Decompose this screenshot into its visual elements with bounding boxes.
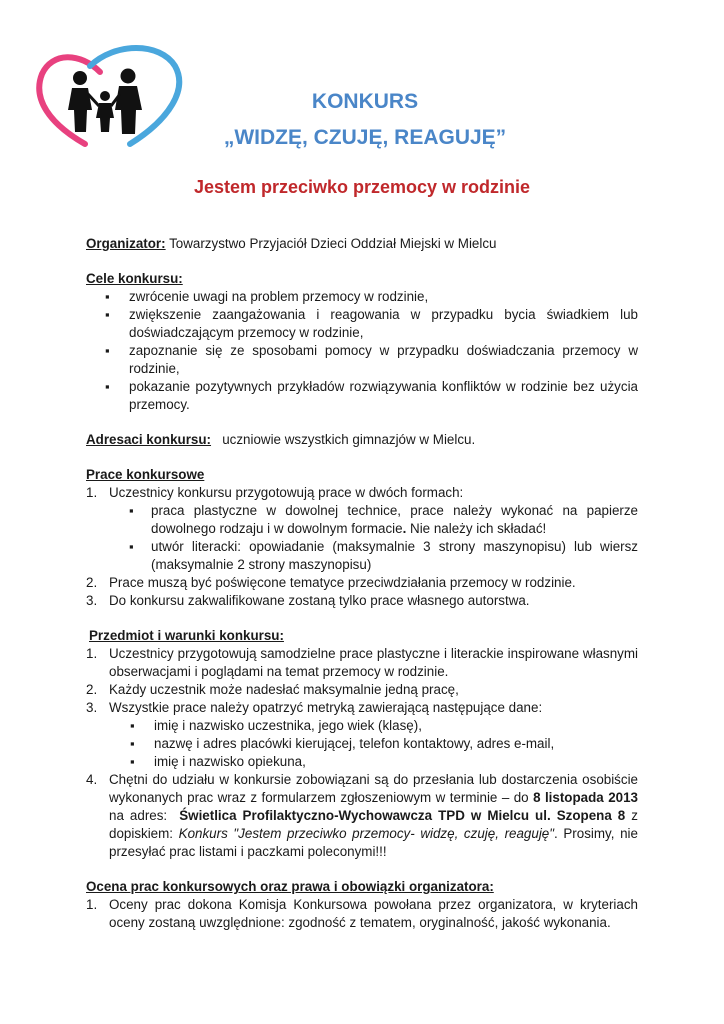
list-item xyxy=(86,574,638,592)
contest-name: „WIDZĘ, CZUJĘ, REAGUJĘ” xyxy=(223,126,507,149)
conditions-heading: Przedmiot i warunki konkursu: xyxy=(89,628,284,643)
envelope-note: Konkurs "Jestem przeciwko przemocy- widzę, czuję, reaguję" xyxy=(178,826,554,841)
evaluation-list xyxy=(86,896,638,932)
works-heading: Prace konkursowe xyxy=(86,467,205,482)
audience-value: uczniowie wszystkich gimnazjów w Mielcu. xyxy=(211,432,476,447)
list-item xyxy=(86,681,638,699)
list-item: ▪ zapoznanie się ze sposobami pomocy w przypadku doświadczania przemocy w rodzinie, xyxy=(86,342,638,378)
audience-label: Adresaci konkursu: xyxy=(86,432,212,447)
list-item xyxy=(86,699,638,771)
item-number: 3. xyxy=(86,700,98,715)
form-note: Nie należy ich składać! xyxy=(406,521,547,536)
list-item xyxy=(86,645,638,681)
list-item: ▪ pokazanie pozytywnych przykładów rozwiązywania konfliktów w rodzinie bez użycia przemocy. xyxy=(86,378,638,414)
form-dot: . xyxy=(402,521,407,536)
item-text: Oceny prac dokona Komisja Konkursowa powołana przez organizatora, w kryteriach oceny zostaną uwzględnione: zgodność z tematem, oryginalność, jakość wykonania. xyxy=(109,897,638,930)
item-text: Chętni do udziału w konkursie zobowiązani są do przesłania lub dostarczenia osobiście wykonanych prac wraz z formularzem zgłoszeniowym w terminie – do xyxy=(109,772,638,805)
item-text: Uczestnicy konkursu przygotowują prace w dwóch formach: xyxy=(109,485,464,500)
form-text: praca plastyczne w dowolnej technice, prace należy wykonać na papierze dowolnego rodzaju i w dowolnym formacie xyxy=(151,503,638,536)
organizer-line xyxy=(86,235,638,253)
item-number: 3. xyxy=(86,593,98,608)
item-text: Prace muszą być poświęcone tematyce przeciwdziałania przemocy w rodzinie. xyxy=(109,575,576,590)
item-number: 2. xyxy=(86,575,98,590)
list-item: ▪ imię i nazwisko opiekuna, xyxy=(86,753,638,771)
list-item xyxy=(86,771,642,861)
contest-subtitle: Jestem przeciwko przemocy w rodzinie xyxy=(193,177,531,197)
list-item: ▪ zwiększenie zaangażowania i reagowania w przypadku bycia świadkiem lub doświadczającym przemocy w rodzinie, xyxy=(86,306,638,342)
goals-heading: Cele konkursu: xyxy=(86,271,183,286)
list-item xyxy=(86,484,638,574)
list-item xyxy=(86,896,638,932)
list-item: ▪ zwrócenie uwagi na problem przemocy w rodzinie, xyxy=(86,288,638,306)
item-number: 4. xyxy=(86,772,98,787)
deadline-date: 8 listopada 2013 xyxy=(533,790,638,805)
item-text: Każdy uczestnik może nadesłać maksymalnie jedną pracę, xyxy=(109,682,459,697)
goals-list xyxy=(86,288,638,414)
item-text: na adres: xyxy=(109,790,642,823)
item-text: . Prosimy, nie przesyłać prac listami i paczkami poleconymi!!! xyxy=(109,826,638,859)
item-text: Uczestnicy przygotowują samodzielne prace plastyczne i literackie inspirowane własnymi obserwacjami i poglądami na temat przemocy w rodzinie. xyxy=(109,646,638,679)
item-number: 2. xyxy=(86,682,98,697)
item-number: 1. xyxy=(86,646,98,661)
list-item: ▪ utwór literacki: opowiadanie (maksymalnie 3 strony maszynopisu) lub wiersz (maksymalnie 2 strony maszynopisu) xyxy=(86,538,638,574)
item-text: Wszystkie prace należy opatrzyć metryką zawierającą następujące dane: xyxy=(109,700,543,715)
list-item: ▪ nazwę i adres placówki kierującej, telefon kontaktowy, adres e-mail, xyxy=(86,735,638,753)
list-item xyxy=(86,502,638,538)
item-text: z dopiskiem: xyxy=(109,808,638,841)
organizer-label: Organizator: xyxy=(86,236,166,251)
delivery-address: Świetlica Profilaktyczno-Wychowawcza TPD w Mielcu ul. Szopena 8 xyxy=(179,808,626,823)
metric-list xyxy=(86,717,638,771)
item-number: 1. xyxy=(86,897,98,912)
works-list xyxy=(86,484,638,610)
list-item: ▪ imię i nazwisko uczestnika, jego wiek (klasę), xyxy=(86,717,638,735)
item-text: Do konkursu zakwalifikowane zostaną tylko prace własnego autorstwa. xyxy=(109,593,530,608)
item-number: 1. xyxy=(86,485,98,500)
contest-title: KONKURS xyxy=(311,90,419,113)
list-item xyxy=(86,592,638,610)
conditions-list xyxy=(86,645,642,861)
audience-line xyxy=(86,431,638,449)
forms-list xyxy=(86,502,638,574)
organizer-value: Towarzystwo Przyjaciół Dzieci Oddział Miejski w Mielcu xyxy=(165,236,497,251)
document-body xyxy=(86,235,642,932)
evaluation-heading: Ocena prac konkursowych oraz prawa i obowiązki organizatora: xyxy=(86,879,494,894)
